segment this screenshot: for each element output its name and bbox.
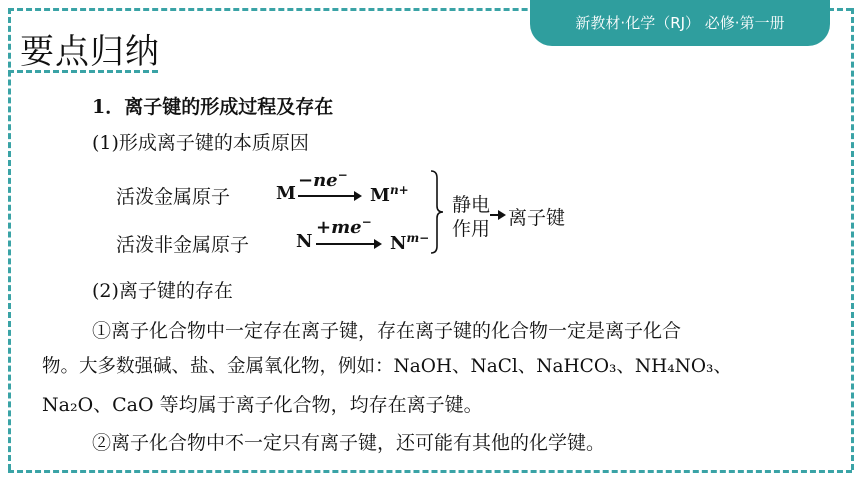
page-title: 要点归纳 bbox=[20, 32, 160, 72]
subheading-1-text: (1)形成离子键的本质原因 bbox=[92, 132, 309, 154]
row1-ion-charge: n+ bbox=[389, 183, 409, 197]
frame-left-border bbox=[8, 8, 11, 470]
brace-label-top: 静电 bbox=[452, 194, 491, 216]
row1-arrow bbox=[298, 195, 360, 197]
row1-ion-symbol: M bbox=[370, 185, 390, 206]
subheading-1 bbox=[92, 128, 309, 155]
row2-left-atom: N bbox=[296, 231, 313, 252]
row1-electron-label bbox=[298, 168, 348, 191]
row2-ion bbox=[390, 231, 429, 254]
row2-electron-sup: − bbox=[361, 215, 372, 229]
frame-right-border bbox=[851, 8, 854, 470]
paragraph-1-line-1: ①离子化合物中一定存在离子键，存在离子键的化合物一定是离子化合 bbox=[92, 320, 682, 342]
row2-ion-symbol: N bbox=[390, 233, 407, 254]
brace-result: 离子键 bbox=[508, 207, 566, 229]
frame-bottom-border bbox=[8, 470, 852, 473]
row2-electron-label bbox=[316, 215, 372, 238]
paragraph-1-line-3: Na₂O、CaO 等均属于离子化合物，均存在离子键。 bbox=[42, 394, 483, 416]
right-brace bbox=[430, 170, 444, 254]
brace-arrow bbox=[490, 214, 504, 216]
row1-electron-text: −ne bbox=[298, 170, 338, 191]
paragraph-1-line-2: 物。大多数强碱、盐、金属氧化物，例如：NaOH、NaCl、NaHCO₃、NH₄NO₃、 bbox=[42, 356, 732, 377]
section-heading: 1．离子键的形成过程及存在 bbox=[92, 96, 334, 118]
row2-electron-text: +me bbox=[316, 217, 362, 238]
paragraph-2: ②离子化合物中不一定只有离子键，还可能有其他的化学键。 bbox=[92, 432, 606, 454]
row1-left-atom: M bbox=[276, 183, 296, 204]
row2-arrow bbox=[316, 243, 380, 245]
row2-ion-charge: m− bbox=[406, 231, 430, 245]
row1-ion bbox=[370, 183, 409, 206]
row1-electron-sup: − bbox=[337, 168, 348, 182]
row2-label: 活泼非金属原子 bbox=[116, 234, 250, 256]
brace-label-bottom: 作用 bbox=[452, 218, 491, 240]
row1-label: 活泼金属原子 bbox=[116, 186, 231, 208]
book-badge: 新教材·化学（RJ） 必修·第一册 bbox=[530, 0, 830, 46]
subheading-2: (2)离子键的存在 bbox=[92, 280, 233, 302]
